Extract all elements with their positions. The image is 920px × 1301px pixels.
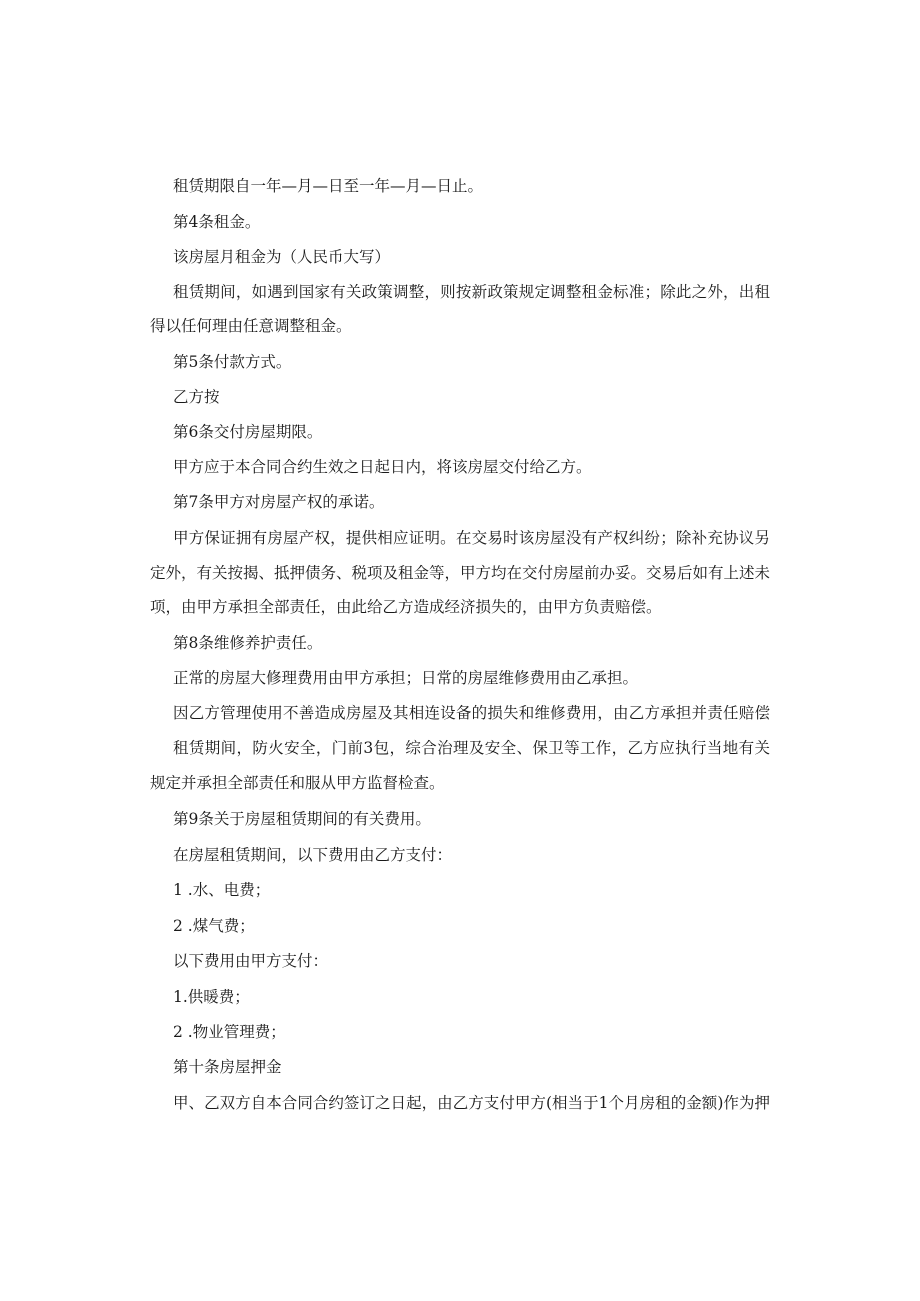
list-item: 1.供暖费； — [173, 988, 250, 1006]
article-heading: 第十条房屋押金 — [173, 1058, 282, 1076]
paragraph-line: 甲方应于本合同合约生效之日起日内，将该房屋交付给乙方。 — [173, 458, 592, 476]
article-heading: 第5条付款方式。 — [173, 353, 292, 371]
paragraph-line: 租赁期间，防火安全，门前3包，综合治理及安全、保卫等工作，乙方应执行当地有关 — [173, 739, 770, 757]
paragraph-line: 乙方按 — [173, 388, 220, 406]
list-item: 2 .煤气费； — [173, 917, 255, 935]
paragraph-line: 租赁期限自一年—月—日至一年—月—日止。 — [173, 177, 484, 195]
article-heading: 第6条交付房屋期限。 — [173, 423, 323, 441]
paragraph-line: 租赁期间，如遇到国家有关政策调整，则按新政策规定调整租金标准；除此之外，出租 — [173, 283, 770, 301]
article-heading: 第9条关于房屋租赁期间的有关费用。 — [173, 810, 431, 828]
paragraph-line: 规定并承担全部责任和服从甲方监督检查。 — [150, 774, 445, 792]
paragraph-line: 该房屋月租金为（人民币大写） — [173, 248, 391, 266]
article-heading: 第4条租金。 — [173, 213, 261, 231]
paragraph-line: 得以任何理由任意调整租金。 — [150, 317, 352, 335]
paragraph-line: 甲方保证拥有房屋产权，提供相应证明。在交易时该房屋没有产权纠纷；除补充协议另 — [173, 529, 770, 547]
list-item: 1 .水、电费； — [173, 881, 271, 899]
paragraph-line: 正常的房屋大修理费用由甲方承担；日常的房屋维修费用由乙承担。 — [173, 669, 639, 687]
paragraph-line: 因乙方管理使用不善造成房屋及其相连设备的损失和维修费用，由乙方承担并责任赔偿 — [173, 704, 770, 722]
paragraph-line: 定外，有关按揭、抵押债务、税项及租金等，甲方均在交付房屋前办妥。交易后如有上述未 — [150, 564, 770, 582]
article-heading: 第8条维修养护责任。 — [173, 634, 323, 652]
paragraph-line: 以下费用由甲方支付： — [173, 952, 329, 970]
list-item: 2 .物业管理费； — [173, 1023, 286, 1041]
paragraph-line: 在房屋租赁期间，以下费用由乙方支付： — [173, 846, 453, 864]
paragraph-line: 甲、乙双方自本合同合约签订之日起，由乙方支付甲方(相当于1个月房租的金额)作为押 — [173, 1094, 770, 1112]
paragraph-line: 项，由甲方承担全部责任，由此给乙方造成经济损失的，由甲方负责赔偿。 — [150, 598, 662, 616]
article-heading: 第7条甲方对房屋产权的承诺。 — [173, 493, 385, 511]
